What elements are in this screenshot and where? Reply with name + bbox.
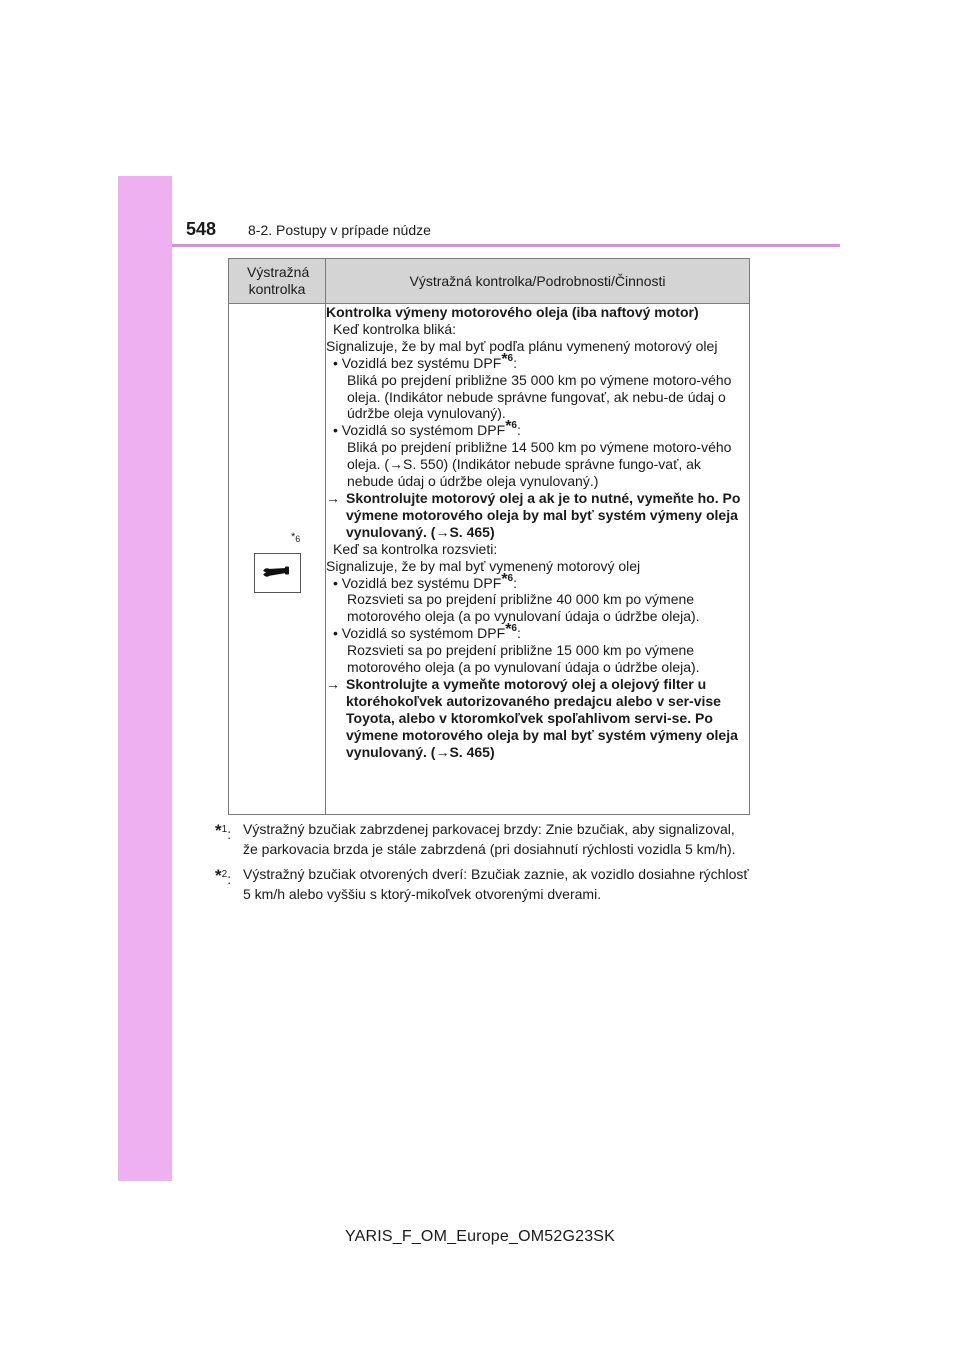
footnote-text: Výstražný bzučiak otvorených dverí: Bzučiak zaznie, ak vozidlo dosiahne rýchlosť 5 km/h alebo vyššiu s ktorý-mikoľvek otvorenými dverami.	[243, 866, 749, 902]
icon-footnote-ref: $*_6$	[291, 531, 301, 544]
lit-action: → Skontrolujte a vymeňte motorový olej a olejový filter u ktoréhokoľvek autorizovaného predajcu alebo v ser-vise Toyota, alebo v ktoromkoľvek spoľahlivom servi-se. Po výmene motorového oleja by mal byť systém výmeny oleja vynulovaný. (→S. 465)	[326, 675, 738, 760]
flash-no-dpf-text: Bliká po prejdení približne 35 000 km po výmene motoro-vého oleja. (Indikátor nebude správne fungovať, ak nebu-de údaj o údržbe oleja vynulovaný).	[347, 371, 732, 422]
footnote-mark: *$^2$:	[215, 866, 232, 887]
flash-heading: Keď kontrolka bliká:	[333, 320, 456, 337]
column-header-details: Výstražná kontrolka/Podrobnosti/Činnosti	[326, 259, 750, 304]
header-rule	[172, 244, 840, 247]
document-id: YARIS_F_OM_Europe_OM52G23SK	[344, 1228, 616, 1245]
flash-action: → Skontrolujte motorový olej a ak je to nutné, vymeňte ho. Po výmene motorového oleja by mal byť systém výmeny oleja vynulovaný. (→S. 465)	[326, 489, 741, 540]
warning-light-table	[228, 258, 750, 815]
indicator-title: Kontrolka výmeny motorového oleja (iba naftový motor)	[326, 304, 699, 320]
footnote-2	[215, 865, 750, 904]
chapter-sidebar-tab	[118, 176, 172, 1181]
lit-no-dpf-text: Rozsvieti sa po prejdení približne 40 000 km po výmene motorového oleja (a po vynulovaní údaja o údržbe oleja).	[347, 591, 700, 625]
column-header-light: Výstražná kontrolka	[229, 259, 326, 304]
table-header-row	[229, 259, 750, 304]
lit-dpf-label: • Vozidlá so systémom DPF*6:	[333, 621, 521, 642]
table-row	[229, 304, 750, 815]
flash-signal: Signalizuje, že by mal byť podľa plánu vymenený motorový olej	[326, 337, 718, 354]
footnotes	[215, 820, 750, 910]
warning-light-cell	[229, 304, 326, 815]
wrench-icon	[254, 553, 301, 593]
page-number: 548	[186, 219, 217, 239]
flash-dpf-text: Bliká po prejdení približne 14 500 km po výmene motoro-vého oleja. (→S. 550) (Indikátor nebude správne fungo-vať, ak nebude údaj o údržbe oleja vynulovaný.)	[347, 439, 732, 490]
lit-no-dpf-label: • Vozidlá bez systému DPF*6:	[333, 570, 517, 591]
footnote-text: Výstražný bzučiak zabrzdenej parkovacej brzdy: Znie bzučiak, aby signalizoval, že parkovacia brzda je stále zabrzdená (pri dosiahnutí rýchlosti vozidla 5 km/h).	[243, 821, 736, 857]
lit-signal: Signalizuje, že by mal byť vymenený motorový olej	[326, 557, 641, 574]
lit-heading: Keď sa kontrolka rozsvieti:	[333, 540, 498, 557]
lit-dpf-text: Rozsvieti sa po prejdení približne 15 000 km po výmene motorového oleja (a po vynulovaní údaja o údržbe oleja).	[347, 642, 700, 676]
footnote-1	[215, 820, 750, 859]
flash-no-dpf-label: • Vozidlá bez systému DPF*6:	[333, 350, 517, 371]
section-title: 8-2. Postupy v prípade núdze	[248, 222, 431, 238]
warning-details-cell	[326, 304, 750, 815]
flash-dpf-label: • Vozidlá so systémom DPF*6:	[333, 418, 521, 439]
footnote-mark: *$^1$:	[215, 821, 232, 842]
